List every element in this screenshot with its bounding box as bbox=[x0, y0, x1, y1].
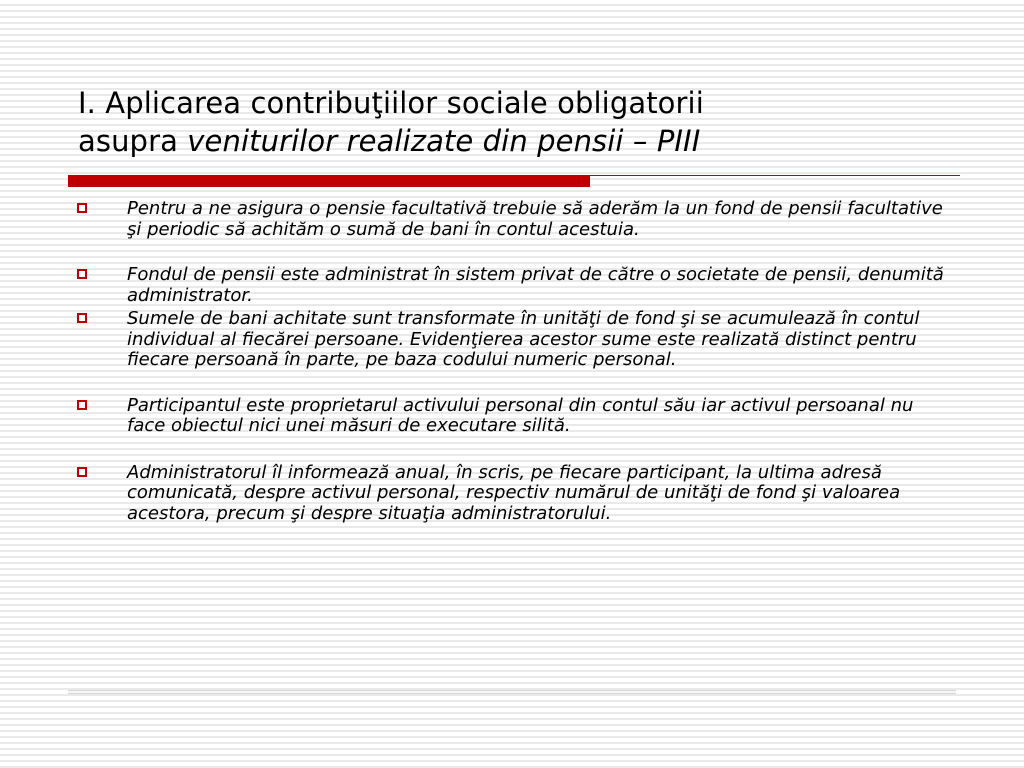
slide-title bbox=[78, 84, 978, 160]
bullet-text: Fondul de pensii este administrat în sistem privat de către o societate de pensii, denumită administrator. bbox=[127, 264, 944, 306]
footer-divider bbox=[68, 690, 956, 694]
hollow-square-icon bbox=[77, 313, 87, 323]
bullet-list bbox=[76, 199, 956, 524]
bullet-text: Participantul este proprietarul activului personal din contul său iar activul persoanal nu face obiectul nici unei măsuri de executare silită. bbox=[127, 394, 914, 436]
bullet-item bbox=[76, 463, 956, 525]
bullet-text: Sumele de bani achitate sunt transformate în unităţi de fond şi se acumulează în contul individual al fiecărei persoane. Evidenţierea acestor sume este realizată distinct pentru fiecare persoană în parte, pe baza codului numeric personal. bbox=[127, 308, 920, 370]
title-line-1: I. Aplicarea contribuţiilor sociale obligatorii bbox=[78, 86, 704, 120]
title-accent-bar bbox=[68, 175, 590, 187]
bullet-text: Pentru a ne asigura o pensie facultativă trebuie să aderăm la un fond de pensii facultative şi periodic să achităm o sumă de bani în contul acestuia. bbox=[127, 198, 943, 240]
bullet-text: Administratorul îl informează anual, în scris, pe fiecare participant, la ultima adresă comunicată, despre activul personal, respectiv numărul de unităţi de fond şi valoarea acestora, precum şi despre situaţia administratorului. bbox=[127, 461, 901, 524]
hollow-square-icon bbox=[77, 400, 87, 410]
title-line-2-italic: veniturilor realizate din pensii – PIII bbox=[187, 124, 701, 158]
bullet-item bbox=[76, 396, 956, 437]
bullet-item bbox=[76, 265, 956, 306]
bullet-item bbox=[76, 199, 956, 240]
bullet-item bbox=[76, 309, 956, 371]
title-accent-line bbox=[590, 175, 960, 176]
title-line-2-prefix: asupra bbox=[78, 124, 188, 158]
hollow-square-icon bbox=[77, 203, 87, 213]
hollow-square-icon bbox=[77, 269, 87, 279]
hollow-square-icon bbox=[77, 467, 87, 477]
